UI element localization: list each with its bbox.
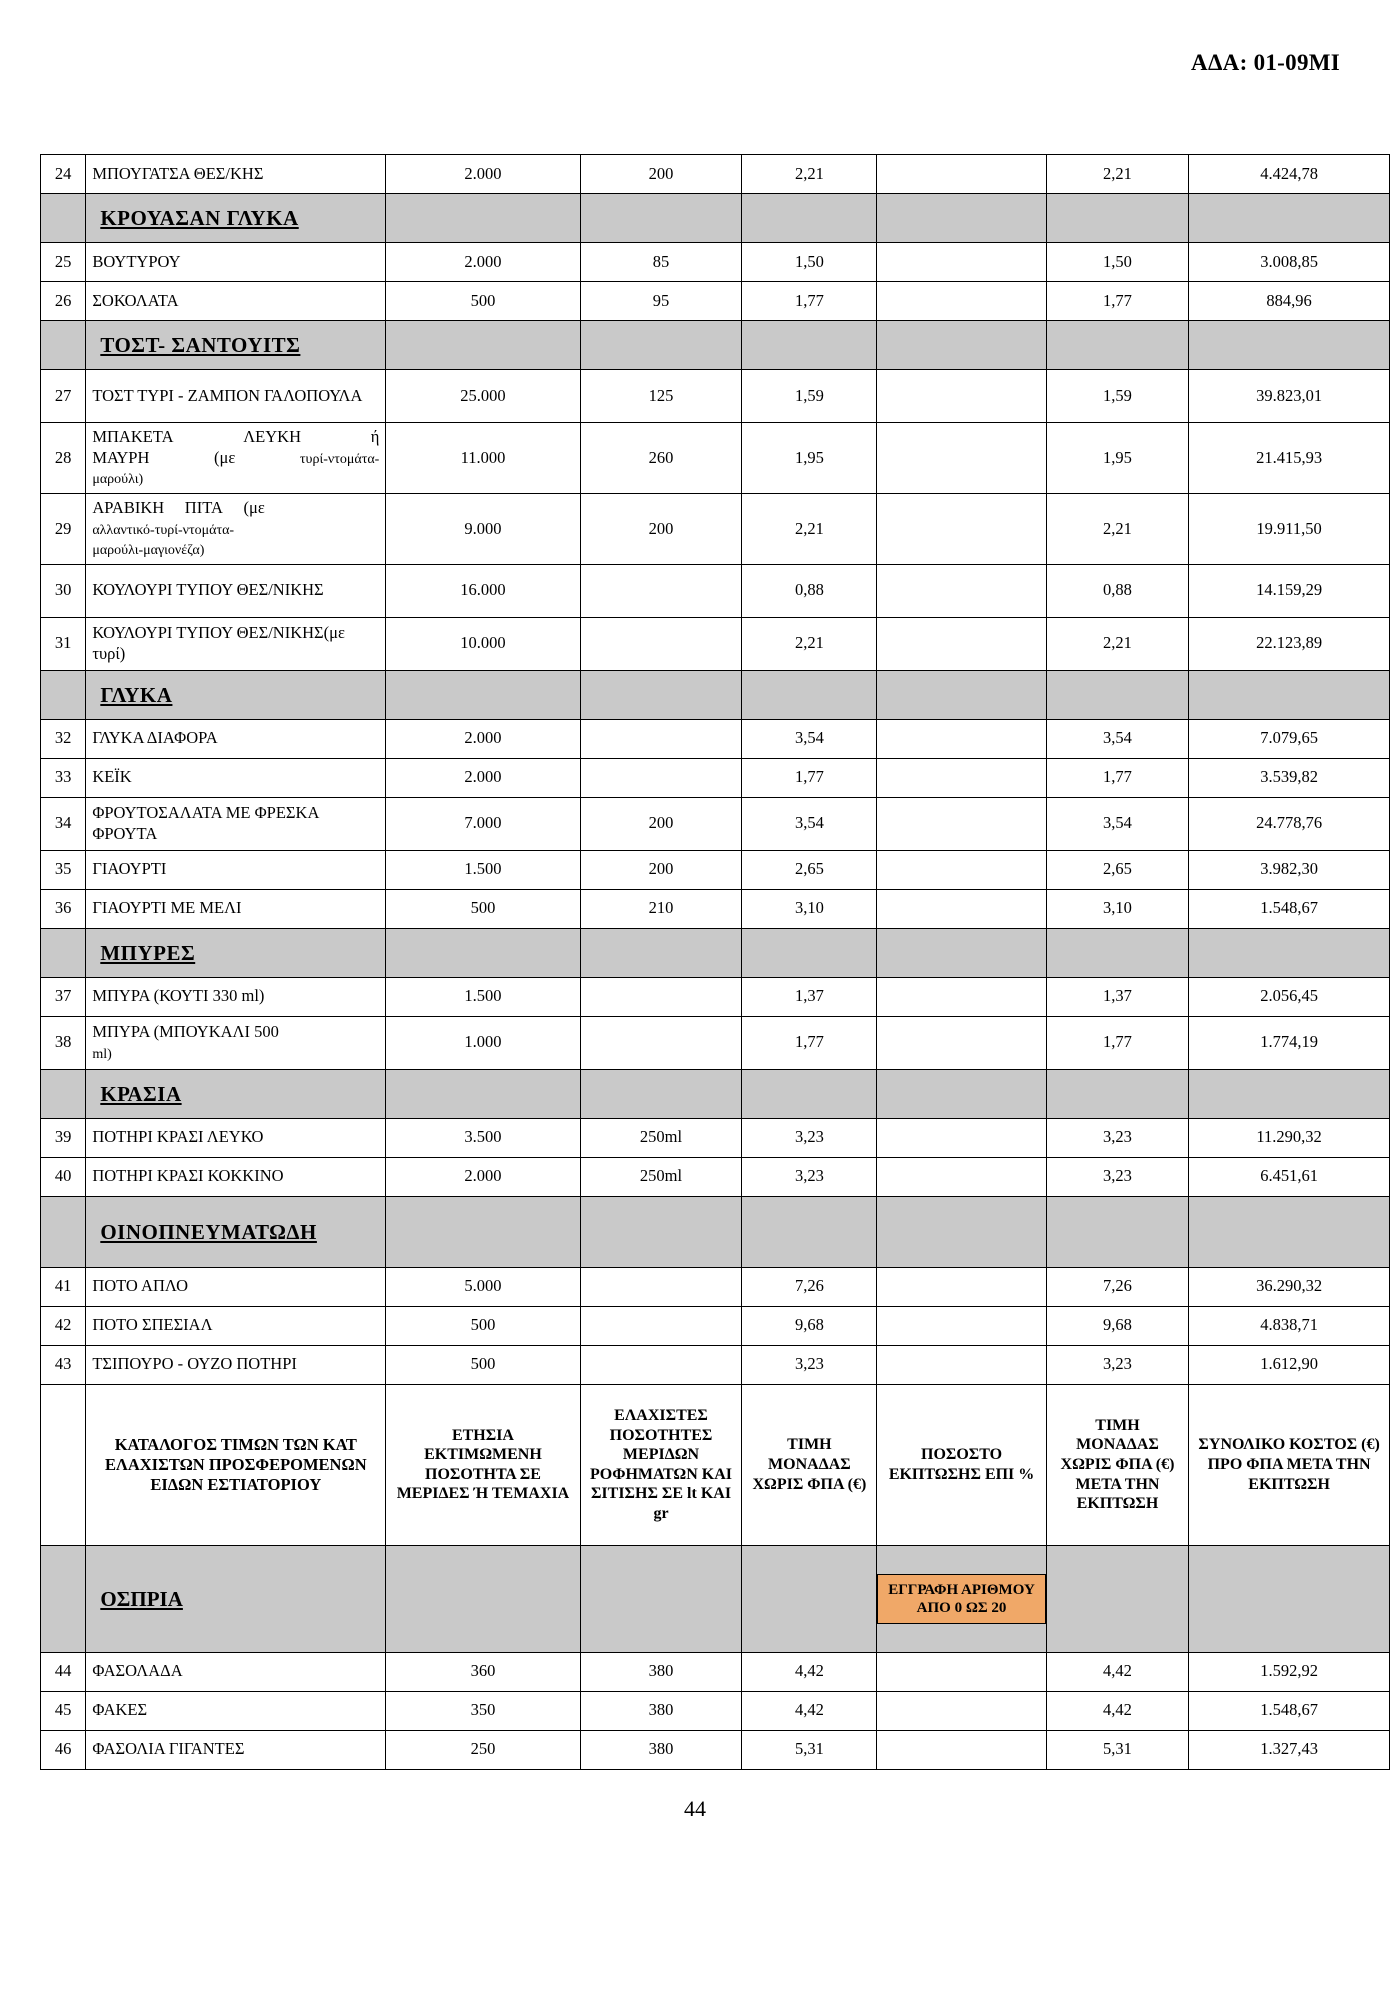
item-name: ΚΕΪΚ — [86, 758, 386, 797]
section-heading-row — [41, 321, 1390, 370]
section-title: ΓΛΥΚΑ — [86, 670, 386, 719]
row-number: 27 — [41, 370, 86, 423]
item-name: ΦΑΚΕΣ — [86, 1691, 386, 1730]
discount-percent[interactable] — [877, 564, 1046, 617]
item-name: ΓΛΥΚΑ ΔΙΑΦΟΡΑ — [86, 719, 386, 758]
row-number: 38 — [41, 1016, 86, 1069]
unit-price: 2,21 — [742, 617, 877, 670]
total-cost: 24.778,76 — [1189, 797, 1390, 850]
section-heading-row — [41, 1069, 1390, 1118]
min-portion — [580, 564, 742, 617]
min-portion: 210 — [580, 889, 742, 928]
section-empty-cell — [1046, 1545, 1188, 1652]
unit-price-after-discount: 0,88 — [1046, 564, 1188, 617]
annual-quantity: 2.000 — [386, 243, 580, 282]
row-number: 37 — [41, 977, 86, 1016]
item-name: ΒΟΥΤΥΡΟΥ — [86, 243, 386, 282]
row-number: 28 — [41, 423, 86, 494]
min-portion: 380 — [580, 1691, 742, 1730]
item-name: ΑΡΑΒΙΚΗ ΠΙΤΑ (με αλλαντικό-τυρί-ντομάτα- μαρούλι-μαγιονέζα) — [86, 493, 386, 564]
min-portion — [580, 758, 742, 797]
table-row — [41, 282, 1390, 321]
section-empty-cell — [877, 1069, 1046, 1118]
total-cost: 1.548,67 — [1189, 1691, 1390, 1730]
section-empty-cell — [1046, 928, 1188, 977]
discount-percent[interactable] — [877, 243, 1046, 282]
section-heading-row — [41, 194, 1390, 243]
annual-quantity: 7.000 — [386, 797, 580, 850]
total-cost: 7.079,65 — [1189, 719, 1390, 758]
min-portion — [580, 1306, 742, 1345]
section-heading-row — [41, 928, 1390, 977]
discount-percent[interactable] — [877, 423, 1046, 494]
annual-quantity: 5.000 — [386, 1267, 580, 1306]
total-cost: 1.327,43 — [1189, 1730, 1390, 1769]
section-heading-row — [41, 1196, 1390, 1267]
unit-price: 1,77 — [742, 1016, 877, 1069]
row-number: 45 — [41, 1691, 86, 1730]
section-empty-cell — [1046, 1196, 1188, 1267]
item-name: ΜΠΥΡΑ (ΜΠΟΥΚΑΛΙ 500 ml) — [86, 1016, 386, 1069]
row-number — [41, 928, 86, 977]
row-number: 34 — [41, 797, 86, 850]
section-empty-cell — [580, 1196, 742, 1267]
unit-price: 2,21 — [742, 155, 877, 194]
min-portion: 125 — [580, 370, 742, 423]
unit-price: 3,23 — [742, 1157, 877, 1196]
unit-price: 4,42 — [742, 1652, 877, 1691]
table-row — [41, 1691, 1390, 1730]
section-empty-cell — [386, 1069, 580, 1118]
discount-percent[interactable] — [877, 617, 1046, 670]
discount-percent[interactable] — [877, 282, 1046, 321]
section-empty-cell — [1189, 321, 1390, 370]
unit-price-after-discount: 1,77 — [1046, 758, 1188, 797]
row-number: 42 — [41, 1306, 86, 1345]
header-total-cost: ΣΥΝΟΛΙΚΟ ΚΟΣΤΟΣ (€) ΠΡΟ ΦΠΑ ΜΕΤΑ ΤΗΝ ΕΚΠΤΩΣΗ — [1189, 1384, 1390, 1545]
discount-percent[interactable] — [877, 977, 1046, 1016]
item-name: ΤΣΙΠΟΥΡΟ - ΟΥΖΟ ΠΟΤΗΡΙ — [86, 1345, 386, 1384]
row-number: 33 — [41, 758, 86, 797]
discount-percent[interactable] — [877, 1345, 1046, 1384]
discount-percent[interactable] — [877, 493, 1046, 564]
section-empty-cell — [877, 194, 1046, 243]
total-cost: 884,96 — [1189, 282, 1390, 321]
annual-quantity: 25.000 — [386, 370, 580, 423]
total-cost: 2.056,45 — [1189, 977, 1390, 1016]
section-empty-cell — [1189, 1196, 1390, 1267]
total-cost: 21.415,93 — [1189, 423, 1390, 494]
annual-quantity: 500 — [386, 282, 580, 321]
row-number: 43 — [41, 1345, 86, 1384]
section-empty-cell — [386, 194, 580, 243]
item-name: ΠΟΤΟ ΑΠΛΟ — [86, 1267, 386, 1306]
min-portion — [580, 1267, 742, 1306]
section-empty-cell — [1046, 321, 1188, 370]
section-title: ΜΠΥΡΕΣ — [86, 928, 386, 977]
section-empty-cell — [1189, 194, 1390, 243]
min-portion — [580, 617, 742, 670]
annual-quantity: 500 — [386, 1345, 580, 1384]
total-cost: 4.838,71 — [1189, 1306, 1390, 1345]
section-heading-row — [41, 670, 1390, 719]
discount-percent[interactable] — [877, 1306, 1046, 1345]
section-empty-cell — [1046, 1069, 1188, 1118]
annual-quantity: 250 — [386, 1730, 580, 1769]
row-number: 30 — [41, 564, 86, 617]
table-row — [41, 564, 1390, 617]
table-row — [41, 1016, 1390, 1069]
table-row — [41, 617, 1390, 670]
section-empty-cell — [742, 670, 877, 719]
min-portion: 250ml — [580, 1118, 742, 1157]
discount-percent[interactable] — [877, 155, 1046, 194]
unit-price-after-discount: 9,68 — [1046, 1306, 1188, 1345]
min-portion: 250ml — [580, 1157, 742, 1196]
section-empty-cell — [386, 1196, 580, 1267]
total-cost: 4.424,78 — [1189, 155, 1390, 194]
total-cost: 1.548,67 — [1189, 889, 1390, 928]
discount-percent[interactable] — [877, 1016, 1046, 1069]
row-number: 44 — [41, 1652, 86, 1691]
unit-price: 3,54 — [742, 719, 877, 758]
item-name: ΦΑΣΟΛΙΑ ΓΙΓΑΝΤΕΣ — [86, 1730, 386, 1769]
discount-percent[interactable] — [877, 719, 1046, 758]
unit-price-after-discount: 3,23 — [1046, 1157, 1188, 1196]
table-row — [41, 1345, 1390, 1384]
row-number — [41, 321, 86, 370]
table-row — [41, 850, 1390, 889]
discount-percent[interactable] — [877, 1652, 1046, 1691]
total-cost: 1.612,90 — [1189, 1345, 1390, 1384]
item-name: ΜΠΥΡΑ (ΚΟΥΤΙ 330 ml) — [86, 977, 386, 1016]
min-portion: 85 — [580, 243, 742, 282]
section-title: ΟΙΝΟΠΝΕΥΜΑΤΩΔΗ — [86, 1196, 386, 1267]
section-empty-cell — [580, 1069, 742, 1118]
section-title: ΤΟΣΤ- ΣΑΝΤΟΥΙΤΣ — [86, 321, 386, 370]
annual-quantity: 2.000 — [386, 719, 580, 758]
unit-price-after-discount: 3,54 — [1046, 719, 1188, 758]
discount-percent[interactable] — [877, 889, 1046, 928]
section-heading-row — [41, 1545, 1390, 1652]
section-empty-cell — [386, 928, 580, 977]
annual-quantity: 9.000 — [386, 493, 580, 564]
total-cost: 3.539,82 — [1189, 758, 1390, 797]
discount-note-box: ΕΓΓΡΑΦΗ ΑΡΙΘΜΟΥ ΑΠΟ 0 ΩΣ 20 — [877, 1574, 1045, 1624]
unit-price: 2,21 — [742, 493, 877, 564]
min-portion: 380 — [580, 1730, 742, 1769]
annual-quantity: 11.000 — [386, 423, 580, 494]
unit-price-after-discount: 3,23 — [1046, 1345, 1188, 1384]
item-name: ΓΙΑΟΥΡΤΙ — [86, 850, 386, 889]
total-cost: 19.911,50 — [1189, 493, 1390, 564]
unit-price: 2,65 — [742, 850, 877, 889]
min-portion — [580, 977, 742, 1016]
row-number: 25 — [41, 243, 86, 282]
table-row — [41, 1157, 1390, 1196]
section-empty-cell — [1046, 670, 1188, 719]
row-number: 32 — [41, 719, 86, 758]
unit-price: 1,50 — [742, 243, 877, 282]
discount-percent[interactable] — [877, 1267, 1046, 1306]
section-empty-cell — [386, 1545, 580, 1652]
table-row — [41, 1267, 1390, 1306]
section-empty-cell — [386, 321, 580, 370]
item-name: ΜΠΟΥΓΑΤΣΑ ΘΕΣ/ΚΗΣ — [86, 155, 386, 194]
table-row — [41, 719, 1390, 758]
annual-quantity: 500 — [386, 889, 580, 928]
row-number: 40 — [41, 1157, 86, 1196]
unit-price: 9,68 — [742, 1306, 877, 1345]
page-number: 44 — [684, 1795, 706, 1821]
annual-quantity: 2.000 — [386, 1157, 580, 1196]
total-cost: 39.823,01 — [1189, 370, 1390, 423]
header-catalog: ΚΑΤΑΛΟΓΟΣ ΤΙΜΩΝ ΤΩΝ ΚΑΤ ΕΛΑΧΙΣΤΩΝ ΠΡΟΣΦΕΡΟΜΕΝΩΝ ΕΙΔΩΝ ΕΣΤΙΑΤΟΡΙΟΥ — [86, 1384, 386, 1545]
section-empty-cell — [877, 1196, 1046, 1267]
annual-quantity: 1.500 — [386, 977, 580, 1016]
min-portion: 200 — [580, 850, 742, 889]
table-row — [41, 1118, 1390, 1157]
table-row — [41, 977, 1390, 1016]
min-portion: 380 — [580, 1652, 742, 1691]
annual-quantity: 1.500 — [386, 850, 580, 889]
discount-percent[interactable] — [877, 1118, 1046, 1157]
unit-price: 1,77 — [742, 758, 877, 797]
header-annual-quantity: ΕΤΗΣΙΑ ΕΚΤΙΜΩΜΕΝΗ ΠΟΣΟΤΗΤΑ ΣΕ ΜΕΡΙΔΕΣ Ή ΤΕΜΑΧΙΑ — [386, 1384, 580, 1545]
unit-price-after-discount: 1,95 — [1046, 423, 1188, 494]
item-name: ΓΙΑΟΥΡΤΙ ΜΕ ΜΕΛΙ — [86, 889, 386, 928]
discount-entry-note — [877, 1545, 1046, 1652]
discount-percent[interactable] — [877, 1691, 1046, 1730]
unit-price: 1,95 — [742, 423, 877, 494]
unit-price: 5,31 — [742, 1730, 877, 1769]
row-number — [41, 1196, 86, 1267]
unit-price: 3,23 — [742, 1345, 877, 1384]
unit-price-after-discount: 1,77 — [1046, 1016, 1188, 1069]
discount-percent[interactable] — [877, 797, 1046, 850]
table-row — [41, 1652, 1390, 1691]
item-name: ΠΟΤΗΡΙ ΚΡΑΣΙ ΚΟΚΚΙΝΟ — [86, 1157, 386, 1196]
row-number: 41 — [41, 1267, 86, 1306]
unit-price: 1,37 — [742, 977, 877, 1016]
row-number: 31 — [41, 617, 86, 670]
header-unit-price-after: ΤΙΜΗ ΜΟΝΑΔΑΣ ΧΩΡΙΣ ΦΠΑ (€) ΜΕΤΑ ΤΗΝ ΕΚΠΤΩΣΗ — [1046, 1384, 1188, 1545]
row-number: 26 — [41, 282, 86, 321]
unit-price-after-discount: 2,21 — [1046, 155, 1188, 194]
unit-price-after-discount: 5,31 — [1046, 1730, 1188, 1769]
section-empty-cell — [580, 670, 742, 719]
unit-price: 3,54 — [742, 797, 877, 850]
table-body — [41, 155, 1390, 1770]
annual-quantity: 10.000 — [386, 617, 580, 670]
annual-quantity: 16.000 — [386, 564, 580, 617]
item-name: ΣΟΚΟΛΑΤΑ — [86, 282, 386, 321]
annual-quantity: 360 — [386, 1652, 580, 1691]
total-cost: 1.592,92 — [1189, 1652, 1390, 1691]
total-cost: 3.008,85 — [1189, 243, 1390, 282]
annual-quantity: 2.000 — [386, 758, 580, 797]
header-discount-percent: ΠΟΣΟΣΤΟ ΕΚΠΤΩΣΗΣ ΕΠΙ % — [877, 1384, 1046, 1545]
section-empty-cell — [386, 670, 580, 719]
table-row — [41, 155, 1390, 194]
row-number — [41, 1545, 86, 1652]
unit-price-after-discount: 2,21 — [1046, 617, 1188, 670]
section-empty-cell — [877, 670, 1046, 719]
unit-price-after-discount: 4,42 — [1046, 1652, 1188, 1691]
unit-price-after-discount: 1,50 — [1046, 243, 1188, 282]
row-number — [41, 194, 86, 243]
unit-price-after-discount: 7,26 — [1046, 1267, 1188, 1306]
section-title: ΟΣΠΡΙΑ — [86, 1545, 386, 1652]
total-cost: 3.982,30 — [1189, 850, 1390, 889]
table-row — [41, 797, 1390, 850]
price-catalog-table — [40, 154, 1390, 1770]
unit-price: 3,10 — [742, 889, 877, 928]
section-title: ΚΡΑΣΙΑ — [86, 1069, 386, 1118]
unit-price-after-discount: 2,21 — [1046, 493, 1188, 564]
discount-percent[interactable] — [877, 850, 1046, 889]
annual-quantity: 1.000 — [386, 1016, 580, 1069]
row-number: 36 — [41, 889, 86, 928]
unit-price: 3,23 — [742, 1118, 877, 1157]
unit-price: 0,88 — [742, 564, 877, 617]
section-empty-cell — [580, 321, 742, 370]
section-empty-cell — [742, 1069, 877, 1118]
table-row — [41, 423, 1390, 494]
item-name: ΠΟΤΟ ΣΠΕΣΙΑΛ — [86, 1306, 386, 1345]
table-row — [41, 1306, 1390, 1345]
discount-percent[interactable] — [877, 370, 1046, 423]
annual-quantity: 2.000 — [386, 155, 580, 194]
annual-quantity: 350 — [386, 1691, 580, 1730]
section-empty-cell — [742, 321, 877, 370]
table-row — [41, 1730, 1390, 1769]
section-empty-cell — [580, 1545, 742, 1652]
unit-price-after-discount: 1,59 — [1046, 370, 1188, 423]
column-header-row — [41, 1384, 1390, 1545]
section-empty-cell — [1189, 928, 1390, 977]
unit-price-after-discount: 1,37 — [1046, 977, 1188, 1016]
unit-price: 1,59 — [742, 370, 877, 423]
unit-price-after-discount: 4,42 — [1046, 1691, 1188, 1730]
item-name: ΚΟΥΛΟΥΡΙ ΤΥΠΟΥ ΘΕΣ/ΝΙΚΗΣ — [86, 564, 386, 617]
row-number — [41, 1384, 86, 1545]
item-name: ΠΟΤΗΡΙ ΚΡΑΣΙ ΛΕΥΚΟ — [86, 1118, 386, 1157]
total-cost: 22.123,89 — [1189, 617, 1390, 670]
section-empty-cell — [742, 1196, 877, 1267]
section-empty-cell — [742, 928, 877, 977]
min-portion — [580, 1345, 742, 1384]
total-cost: 1.774,19 — [1189, 1016, 1390, 1069]
discount-percent[interactable] — [877, 758, 1046, 797]
unit-price-after-discount: 1,77 — [1046, 282, 1188, 321]
table-row — [41, 758, 1390, 797]
row-number: 24 — [41, 155, 86, 194]
min-portion: 95 — [580, 282, 742, 321]
section-title: ΚΡΟΥΑΣΑΝ ΓΛΥΚΑ — [86, 194, 386, 243]
item-name: ΜΠΑΚΕΤΑ ΛΕΥΚΗ ή ΜΑΥΡΗ (με τυρί-ντομάτα- μαρούλι) — [86, 423, 386, 494]
unit-price: 7,26 — [742, 1267, 877, 1306]
discount-percent[interactable] — [877, 1157, 1046, 1196]
item-name: ΦΑΣΟΛΑΔΑ — [86, 1652, 386, 1691]
discount-percent[interactable] — [877, 1730, 1046, 1769]
row-number — [41, 670, 86, 719]
min-portion: 200 — [580, 797, 742, 850]
section-empty-cell — [877, 928, 1046, 977]
section-empty-cell — [1189, 670, 1390, 719]
unit-price-after-discount: 3,10 — [1046, 889, 1188, 928]
row-number: 29 — [41, 493, 86, 564]
section-empty-cell — [1046, 194, 1188, 243]
item-name: ΤΟΣΤ ΤΥΡΙ - ΖΑΜΠΟΝ ΓΑΛΟΠΟΥΛΑ — [86, 370, 386, 423]
annual-quantity: 500 — [386, 1306, 580, 1345]
min-portion: 200 — [580, 155, 742, 194]
unit-price: 1,77 — [742, 282, 877, 321]
unit-price-after-discount: 3,23 — [1046, 1118, 1188, 1157]
total-cost: 36.290,32 — [1189, 1267, 1390, 1306]
section-empty-cell — [877, 321, 1046, 370]
item-name: ΦΡΟΥΤΟΣΑΛΑΤΑ ΜΕ ΦΡΕΣΚΑ ΦΡΟΥΤΑ — [86, 797, 386, 850]
table-row — [41, 493, 1390, 564]
min-portion: 260 — [580, 423, 742, 494]
row-number: 39 — [41, 1118, 86, 1157]
section-empty-cell — [742, 1545, 877, 1652]
section-empty-cell — [742, 194, 877, 243]
unit-price: 4,42 — [742, 1691, 877, 1730]
table-row — [41, 889, 1390, 928]
min-portion: 200 — [580, 493, 742, 564]
unit-price-after-discount: 2,65 — [1046, 850, 1188, 889]
total-cost: 11.290,32 — [1189, 1118, 1390, 1157]
min-portion — [580, 1016, 742, 1069]
item-name: ΚΟΥΛΟΥΡΙ ΤΥΠΟΥ ΘΕΣ/ΝΙΚΗΣ(με τυρί) — [86, 617, 386, 670]
section-empty-cell — [580, 194, 742, 243]
table-row — [41, 243, 1390, 282]
section-empty-cell — [1189, 1069, 1390, 1118]
unit-price-after-discount: 3,54 — [1046, 797, 1188, 850]
header-min-portions: ΕΛΑΧΙΣΤΕΣ ΠΟΣΟΤΗΤΕΣ ΜΕΡΙΔΩΝ ΡΟΦΗΜΑΤΩΝ ΚΑΙ ΣΙΤΙΣΗΣ ΣΕ lt ΚΑΙ gr — [580, 1384, 742, 1545]
total-cost: 6.451,61 — [1189, 1157, 1390, 1196]
table-row — [41, 370, 1390, 423]
section-empty-cell — [580, 928, 742, 977]
ada-header: ΑΔΑ: 01-09ΜΙ — [1191, 50, 1340, 75]
row-number — [41, 1069, 86, 1118]
row-number: 35 — [41, 850, 86, 889]
total-cost: 14.159,29 — [1189, 564, 1390, 617]
row-number: 46 — [41, 1730, 86, 1769]
header-unit-price: ΤΙΜΗ ΜΟΝΑΔΑΣ ΧΩΡΙΣ ΦΠΑ (€) — [742, 1384, 877, 1545]
min-portion — [580, 719, 742, 758]
section-empty-cell — [1189, 1545, 1390, 1652]
annual-quantity: 3.500 — [386, 1118, 580, 1157]
